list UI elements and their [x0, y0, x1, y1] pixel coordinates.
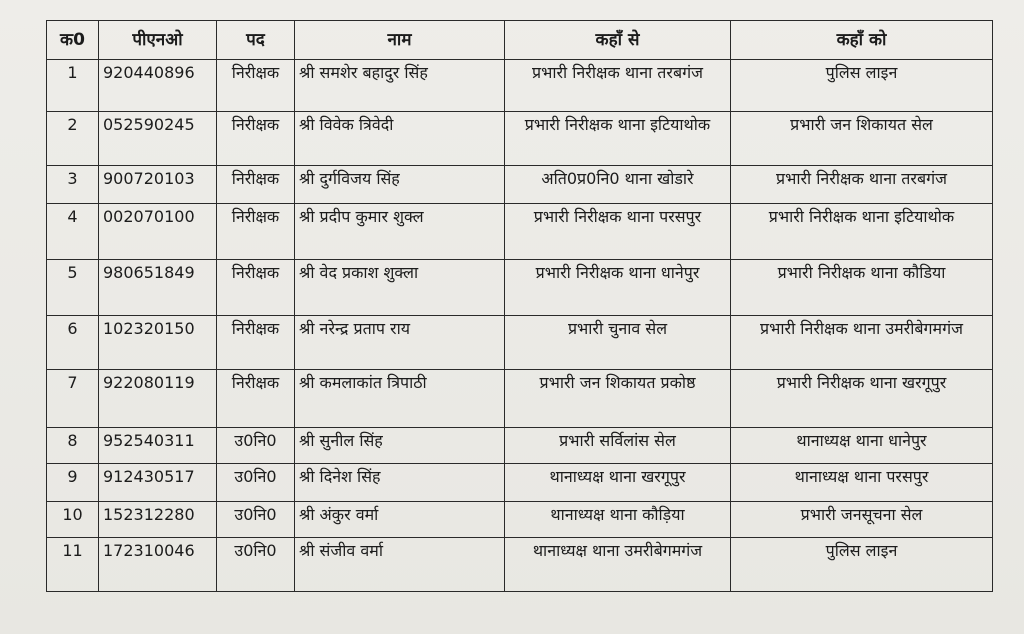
serial-cell: 4: [47, 204, 99, 260]
name-cell: श्री कमलाकांत त्रिपाठी: [295, 370, 505, 428]
table-row: [47, 502, 993, 538]
pno-cell: 922080119: [99, 370, 217, 428]
to-cell: प्रभारी निरीक्षक थाना इटियाथोक: [731, 204, 993, 260]
from-cell: थानाध्यक्ष थाना खरगूपुर: [505, 464, 731, 502]
rank-cell: उ0नि0: [217, 502, 295, 538]
from-cell: थानाध्यक्ष थाना उमरीबेगमगंज: [505, 538, 731, 592]
serial-cell: 11: [47, 538, 99, 592]
name-cell: श्री समशेर बहादुर सिंह: [295, 60, 505, 112]
table-row: [47, 112, 993, 166]
to-cell: पुलिस लाइन: [731, 60, 993, 112]
serial-cell: 1: [47, 60, 99, 112]
pno-cell: 102320150: [99, 316, 217, 370]
rank-cell: निरीक्षक: [217, 166, 295, 204]
to-cell: प्रभारी निरीक्षक थाना तरबगंज: [731, 166, 993, 204]
serial-cell: 8: [47, 428, 99, 464]
to-cell: थानाध्यक्ष थाना धानेपुर: [731, 428, 993, 464]
table-row: [47, 316, 993, 370]
serial-cell: 3: [47, 166, 99, 204]
pno-cell: 920440896: [99, 60, 217, 112]
pno-cell: 900720103: [99, 166, 217, 204]
to-cell: पुलिस लाइन: [731, 538, 993, 592]
serial-cell: 6: [47, 316, 99, 370]
to-cell: प्रभारी निरीक्षक थाना उमरीबेगमगंज: [731, 316, 993, 370]
to-cell: प्रभारी निरीक्षक थाना खरगूपुर: [731, 370, 993, 428]
header-rank: पद: [217, 21, 295, 60]
header-name: नाम: [295, 21, 505, 60]
name-cell: श्री वेद प्रकाश शुक्ला: [295, 260, 505, 316]
from-cell: प्रभारी निरीक्षक थाना तरबगंज: [505, 60, 731, 112]
name-cell: श्री विवेक त्रिवेदी: [295, 112, 505, 166]
header-from: कहाँ से: [505, 21, 731, 60]
to-cell: प्रभारी जनसूचना सेल: [731, 502, 993, 538]
name-cell: श्री दुर्गविजय सिंह: [295, 166, 505, 204]
from-cell: प्रभारी निरीक्षक थाना धानेपुर: [505, 260, 731, 316]
rank-cell: उ0नि0: [217, 428, 295, 464]
rank-cell: निरीक्षक: [217, 112, 295, 166]
rank-cell: निरीक्षक: [217, 204, 295, 260]
to-cell: प्रभारी जन शिकायत सेल: [731, 112, 993, 166]
rank-cell: निरीक्षक: [217, 260, 295, 316]
serial-cell: 10: [47, 502, 99, 538]
table-row: [47, 464, 993, 502]
table-row: [47, 260, 993, 316]
header-serial: क0: [47, 21, 99, 60]
rank-cell: निरीक्षक: [217, 370, 295, 428]
from-cell: थानाध्यक्ष थाना कौड़िया: [505, 502, 731, 538]
rank-cell: उ0नि0: [217, 464, 295, 502]
table-row: [47, 428, 993, 464]
pno-cell: 152312280: [99, 502, 217, 538]
from-cell: प्रभारी निरीक्षक थाना परसपुर: [505, 204, 731, 260]
from-cell: प्रभारी निरीक्षक थाना इटियाथोक: [505, 112, 731, 166]
pno-cell: 912430517: [99, 464, 217, 502]
name-cell: श्री संजीव वर्मा: [295, 538, 505, 592]
serial-cell: 9: [47, 464, 99, 502]
rank-cell: निरीक्षक: [217, 60, 295, 112]
name-cell: श्री अंकुर वर्मा: [295, 502, 505, 538]
pno-cell: 052590245: [99, 112, 217, 166]
table-row: [47, 204, 993, 260]
from-cell: प्रभारी जन शिकायत प्रकोष्ठ: [505, 370, 731, 428]
to-cell: थानाध्यक्ष थाना परसपुर: [731, 464, 993, 502]
name-cell: श्री दिनेश सिंह: [295, 464, 505, 502]
header-to: कहाँ को: [731, 21, 993, 60]
from-cell: प्रभारी चुनाव सेल: [505, 316, 731, 370]
table-row: [47, 370, 993, 428]
serial-cell: 5: [47, 260, 99, 316]
table-row: [47, 166, 993, 204]
from-cell: अति0प्र0नि0 थाना खोडारे: [505, 166, 731, 204]
name-cell: श्री सुनील सिंह: [295, 428, 505, 464]
rank-cell: निरीक्षक: [217, 316, 295, 370]
pno-cell: 980651849: [99, 260, 217, 316]
header-pno: पीएनओ: [99, 21, 217, 60]
pno-cell: 172310046: [99, 538, 217, 592]
to-cell: प्रभारी निरीक्षक थाना कौडिया: [731, 260, 993, 316]
pno-cell: 952540311: [99, 428, 217, 464]
transfer-table: [46, 20, 993, 592]
table-header-row: [47, 21, 993, 60]
name-cell: श्री नरेन्द्र प्रताप राय: [295, 316, 505, 370]
serial-cell: 7: [47, 370, 99, 428]
table-row: [47, 60, 993, 112]
rank-cell: उ0नि0: [217, 538, 295, 592]
table-row: [47, 538, 993, 592]
pno-cell: 002070100: [99, 204, 217, 260]
name-cell: श्री प्रदीप कुमार शुक्ल: [295, 204, 505, 260]
serial-cell: 2: [47, 112, 99, 166]
from-cell: प्रभारी सर्विलांस सेल: [505, 428, 731, 464]
